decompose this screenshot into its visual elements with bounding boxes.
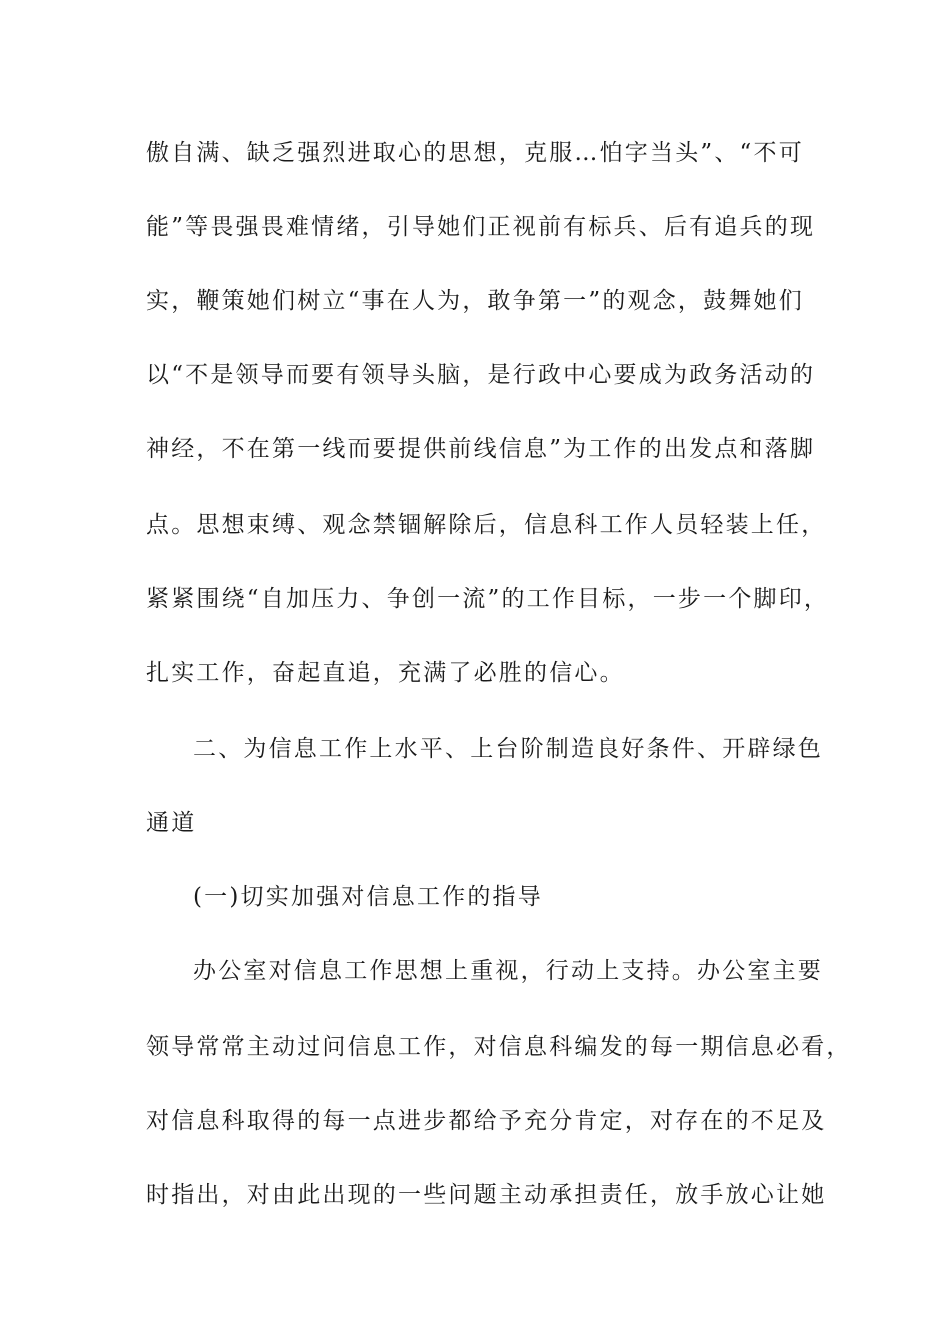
body-text-line: 办公室对信息工作思想上重视，行动上支持。办公室主要 [193,958,823,984]
subsection-heading: (一)切实加强对信息工作的指导 [193,884,543,910]
body-text-line: 神经，不在第一线而要提供前线信息”为工作的出发点和落脚 [146,436,816,462]
body-text-line: 扎实工作，奋起直追，充满了必胜的信心。 [146,660,625,686]
body-text-line: 对信息科取得的每一点进步都给予充分肯定，对存在的不足及 [146,1108,827,1134]
body-text-line: 傲自满、缺乏强烈进取心的思想，克服…怕字当头”、“不可 [146,140,804,166]
body-text-line: 能”等畏强畏难情绪，引导她们正视前有标兵、后有追兵的现 [146,214,816,240]
section-heading-line: 通道 [146,810,197,836]
section-heading-line: 二、为信息工作上水平、上台阶制造良好条件、开辟绿色 [193,736,823,762]
body-text-line: 点。思想束缚、观念禁锢解除后，信息科工作人员轻装上任， [146,512,827,538]
body-text-line: 领导常常主动过问信息工作，对信息科编发的每一期信息必看， [146,1034,852,1060]
body-text-line: 实，鞭策她们树立“事在人为，敢争第一”的观念，鼓舞她们 [146,288,804,314]
body-text-line: 时指出，对由此出现的一些问题主动承担责任，放手放心让她 [146,1182,827,1208]
body-text-line: 紧紧围绕“自加压力、争创一流”的工作目标，一步一个脚印， [146,586,830,612]
body-text-line: 以“不是领导而要有领导头脑，是行政中心要成为政务活动的 [146,362,816,388]
